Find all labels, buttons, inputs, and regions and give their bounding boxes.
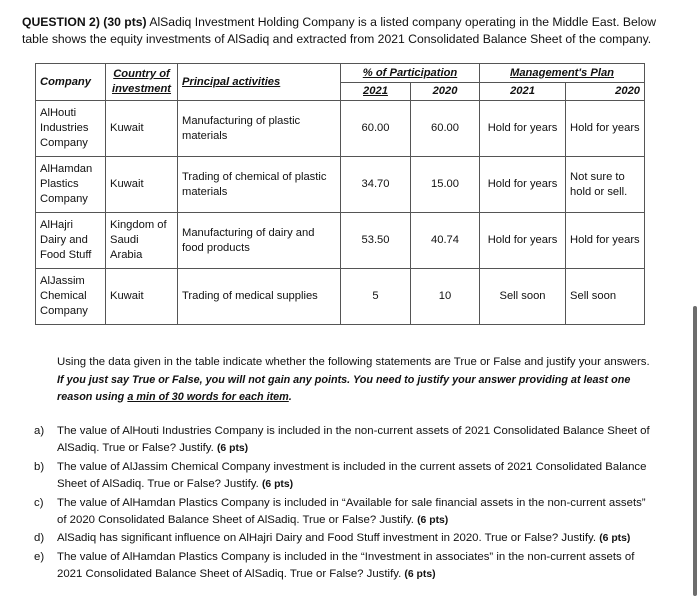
- list-item: [34, 423, 654, 458]
- cell-participation-2020: 60.00: [411, 101, 480, 157]
- cell-plan-2021: Hold for years: [480, 213, 566, 269]
- header-management-plan: Management's Plan: [480, 64, 645, 83]
- cell-company: AlJassim Chemical Company: [36, 269, 106, 325]
- list-item: [34, 459, 654, 494]
- header-plan-2021: 2021: [480, 83, 566, 101]
- item-text: The value of AlJassim Chemical Company investment is included in the current assets of 2021 Consolidated Balance Sheet of AlSadiq. True or False? Justify.: [57, 460, 647, 491]
- cell-participation-2021: 34.70: [341, 157, 411, 213]
- cell-activity: Trading of chemical of plastic materials: [178, 157, 341, 213]
- cell-plan-2021: Hold for years: [480, 157, 566, 213]
- header-company: Company: [36, 64, 106, 101]
- item-points: (6 pts): [417, 515, 449, 527]
- item-points: (6 pts): [261, 479, 294, 491]
- list-item: [34, 549, 654, 584]
- cell-participation-2020: 40.74: [411, 213, 480, 269]
- table-row: [36, 269, 645, 325]
- scrollbar[interactable]: [693, 306, 697, 596]
- item-points: (6 pts): [404, 569, 436, 581]
- cell-participation-2021: 53.50: [341, 213, 411, 269]
- cell-plan-2020: Sell soon: [566, 269, 645, 325]
- header-participation: % of Participation: [341, 64, 480, 83]
- question-text: AlSadiq Investment Holding Company is a listed company operating in the Middle East. Below table shows the equity investments of AlSadiq and extracted from 2021 Consolidated Balance Sheet of the company.: [22, 15, 657, 46]
- table-row: [36, 101, 645, 157]
- list-item: [34, 495, 654, 530]
- instructions-end: .: [288, 391, 292, 403]
- cell-plan-2021: Sell soon: [480, 269, 566, 325]
- table-row: [36, 157, 645, 213]
- item-label: e): [34, 550, 45, 563]
- question-header: [22, 14, 662, 47]
- cell-activity: Trading of medical supplies: [178, 269, 341, 325]
- table-row: [36, 213, 645, 269]
- cell-participation-2020: 10: [411, 269, 480, 325]
- cell-plan-2020: Hold for years: [566, 101, 645, 157]
- header-activities: Principal activities: [178, 64, 341, 101]
- cell-participation-2021: 5: [341, 269, 411, 325]
- item-text: AlSadiq has significant influence on AlHajri Dairy and Food Stuff investment in 2020. True or False? Justify.: [57, 532, 597, 545]
- cell-country: Kuwait: [106, 157, 178, 213]
- instructions-warning: If you just say True or False, you will not gain any points. You need to justify your answer providing at least one reason using: [57, 373, 631, 403]
- cell-country: Kingdom of Saudi Arabia: [106, 213, 178, 269]
- header-plan-2020: 2020: [566, 83, 645, 101]
- item-text: The value of AlHamdan Plastics Company is included in the “Investment in associates” in the non-current assets of 2021 Consolidated Balance Sheet of AlSadiq. True or False? Justify.: [57, 550, 635, 581]
- item-text: The value of AlHouti Industries Company is included in the non-current assets of 2021 Consolidated Balance Sheet of AlSadiq. True or False? Justify.: [57, 425, 650, 455]
- cell-participation-2020: 15.00: [411, 157, 480, 213]
- cell-plan-2020: Hold for years: [566, 213, 645, 269]
- cell-company: AlHajri Dairy and Food Stuff: [36, 213, 106, 269]
- cell-country: Kuwait: [106, 101, 178, 157]
- cell-plan-2020: Not sure to hold or sell.: [566, 157, 645, 213]
- item-text: The value of AlHamdan Plastics Company is included in “Available for sale financial assets in the non-current assets” of 2020 Consolidated Balance Sheet of AlSadiq. True or False? Justify.: [57, 496, 646, 527]
- header-participation-2021: 2021: [341, 83, 411, 101]
- cell-company: AlHamdan Plastics Company: [36, 157, 106, 213]
- cell-activity: Manufacturing of dairy and food products: [178, 213, 341, 269]
- cell-participation-2021: 60.00: [341, 101, 411, 157]
- cell-country: Kuwait: [106, 269, 178, 325]
- header-participation-2020: 2020: [411, 83, 480, 101]
- item-points: (6 pts): [599, 533, 631, 545]
- item-label: b): [34, 460, 45, 473]
- question-label: QUESTION 2) (30 pts): [22, 15, 147, 29]
- cell-plan-2021: Hold for years: [480, 101, 566, 157]
- question-list: [34, 423, 654, 585]
- list-item: [34, 530, 654, 547]
- item-label: d): [34, 532, 45, 545]
- item-label: c): [34, 496, 44, 509]
- cell-activity: Manufacturing of plastic materials: [178, 101, 341, 157]
- equity-investments-table: [35, 63, 645, 325]
- item-points: (6 pts): [216, 443, 249, 455]
- instructions-text: Using the data given in the table indicate whether the following statements are True or False and justify your answers.: [57, 356, 650, 368]
- instructions: [57, 354, 657, 407]
- item-label: a): [34, 425, 45, 437]
- cell-company: AlHouti Industries Company: [36, 101, 106, 157]
- instructions-min-words: a min of 30 words for each item: [127, 391, 289, 403]
- header-country: Country of investment: [106, 64, 178, 101]
